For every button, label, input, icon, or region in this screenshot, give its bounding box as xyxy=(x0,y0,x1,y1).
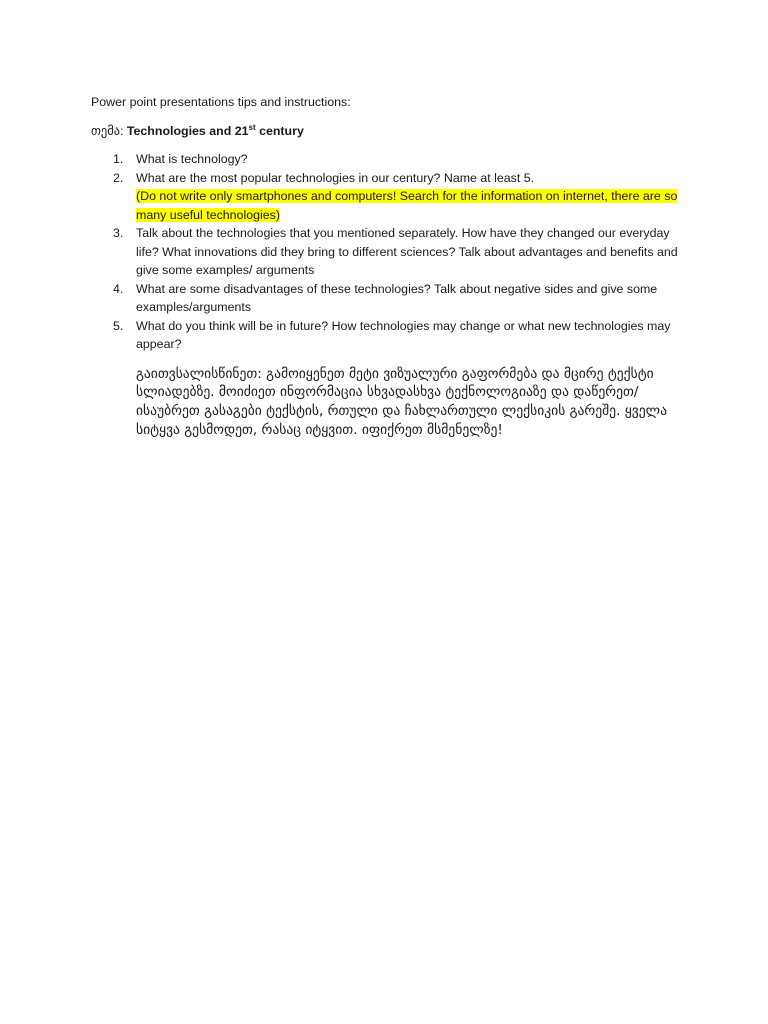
list-item-text: What is technology? xyxy=(136,152,248,166)
list-item-number: 4. xyxy=(113,281,124,296)
list-item xyxy=(91,280,691,317)
list-item-text: What are the most popular technologies in our century? Name at least 5. xyxy=(136,170,535,185)
list-item xyxy=(91,317,691,354)
list-item xyxy=(91,150,691,169)
georgian-note: გაითვსალისწინეთ: გამოიყენეთ მეტი ვიზუალური გაფორმება და მცირე ტექსტი სლიადებზე. მოიძიეთ ინფორმაცია სხვადასხვა ტექნოლოგიაზე და დაწერეთ/ ისაუბრეთ გასაგები ტექსტის, რთული და ჩახლართული ლექსიკის გარეშე. ყველა სიტყვა გესმოდეთ, რასაც იტყვით. იფიქრეთ მსმენელზე! xyxy=(136,365,668,438)
document-body xyxy=(91,93,691,439)
topic-title-main: Technologies and 21 xyxy=(126,123,249,138)
list-item xyxy=(91,169,691,225)
list-item-text: Talk about the technologies that you mentioned separately. How have they changed our everyday life? What innovations did they bring to different sciences? Talk about advantages and benefits and give some examples/ arguments xyxy=(136,226,678,277)
topic-title-superscript: st xyxy=(248,122,256,132)
list-item-number: 2. xyxy=(113,170,124,185)
highlighted-note: (Do not write only smartphones and computers! Search for the information on internet, there are so many useful technologies) xyxy=(136,189,678,222)
task-list xyxy=(91,150,691,354)
list-item xyxy=(91,224,691,280)
topic-title xyxy=(127,124,304,138)
intro-line: Power point presentations tips and instructions: xyxy=(91,95,351,109)
list-item-text: What are some disadvantages of these technologies? Talk about negative sides and give some examples/arguments xyxy=(136,281,658,314)
topic-prefix: თემა: xyxy=(91,123,127,138)
topic-line xyxy=(91,122,691,141)
list-item-number: 1. xyxy=(113,152,124,166)
topic-title-suffix: century xyxy=(255,123,304,138)
list-item-number: 5. xyxy=(113,318,124,333)
list-item-text: What do you think will be in future? How technologies may change or what new technologies may appear? xyxy=(136,318,671,351)
list-item-number: 3. xyxy=(113,226,124,240)
